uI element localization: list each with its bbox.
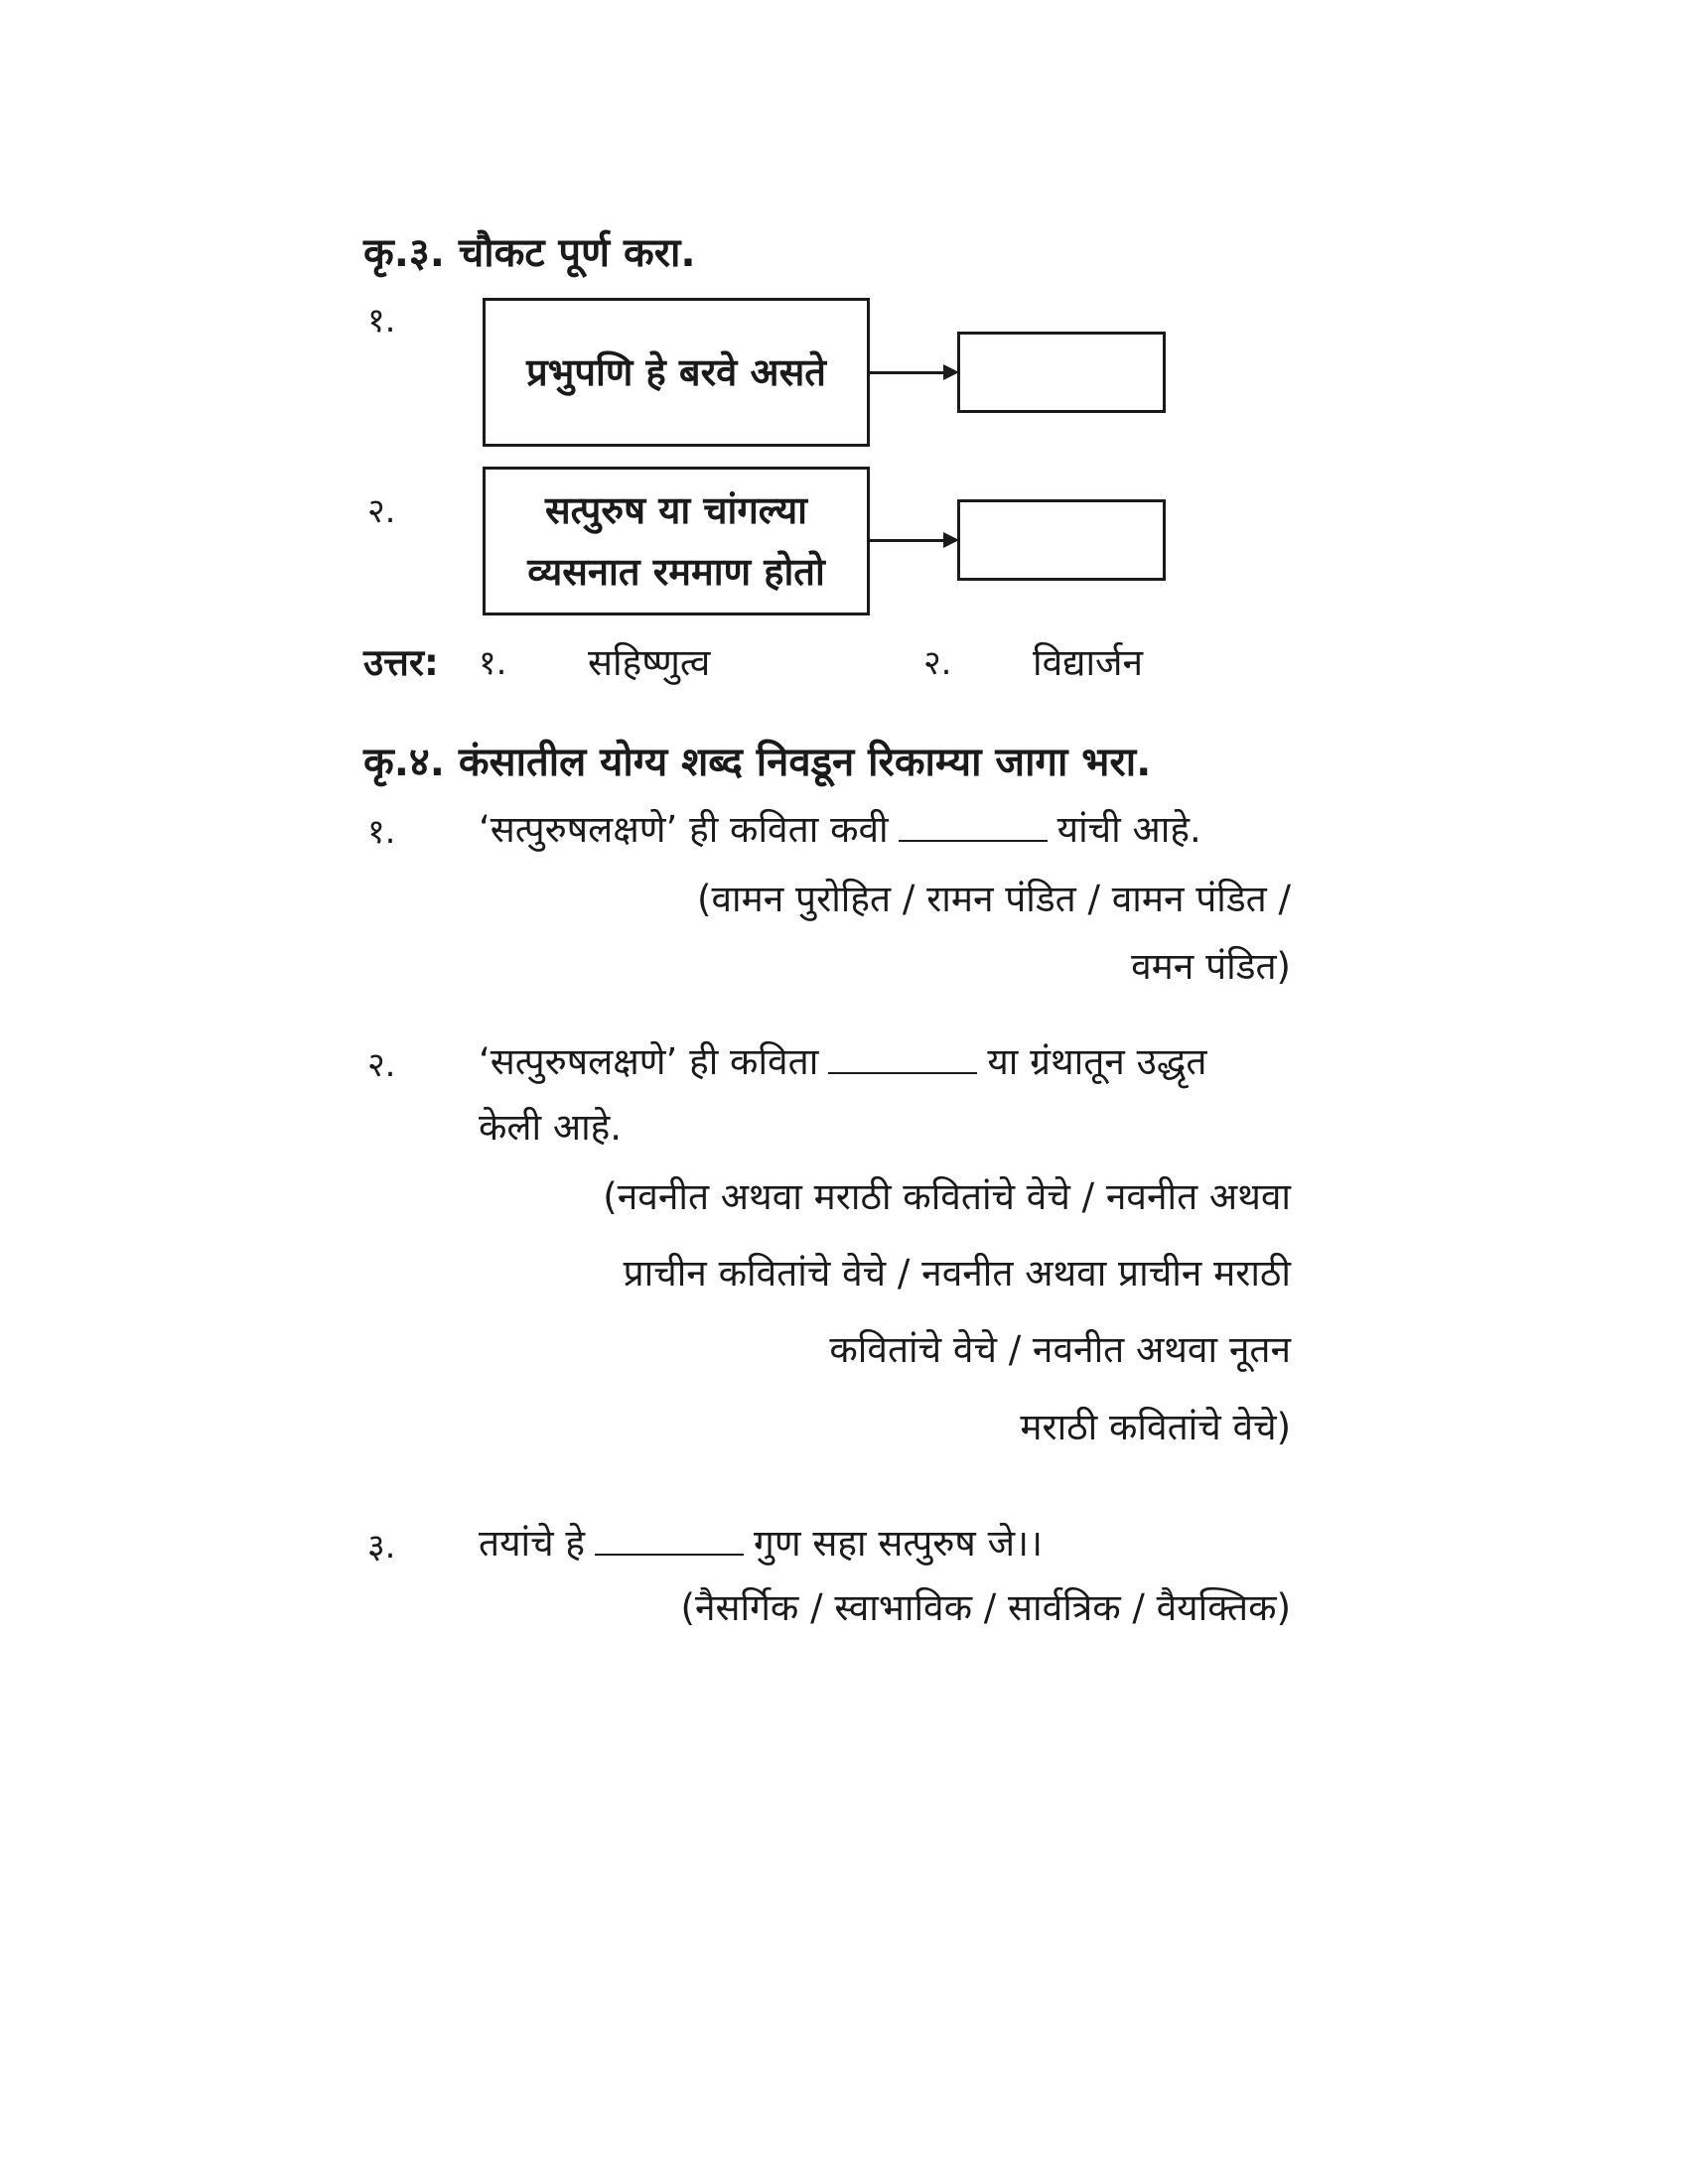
q4-item-3-sentence	[479, 1516, 1043, 1567]
q3-item-2-box-line-1: सत्पुरुष या चांगल्या	[544, 488, 808, 532]
q3-item-1-number: १.	[367, 301, 396, 341]
q4-item-3-text-before: तयांचे हे	[479, 1522, 586, 1565]
q4-item-2-options-line-4: मराठी कवितांचे वेचे)	[1020, 1406, 1291, 1448]
q4-item-3-options-line-1: (नैसर्गिक / स्वाभाविक / सार्वत्रिक / वैयक्तिक)	[680, 1586, 1291, 1629]
q4-item-2-text-after: या ग्रंथातून उद्धृत	[987, 1040, 1207, 1083]
q4-item-2-sentence-line-2: केली आहे.	[479, 1106, 623, 1149]
q3-answer-2-text: विद्यार्जन	[1033, 641, 1144, 684]
q3-item-1-arrow-line	[870, 371, 947, 374]
q4-item-1-text-before: ‘सत्पुरुषलक्षणे’ ही कविता कवी	[479, 808, 889, 851]
q3-item-2-arrow-line	[870, 539, 947, 542]
q4-item-2-options-line-3: कवितांचे वेचे / नवनीत अथवा नूतन	[829, 1328, 1291, 1371]
q4-item-2-blank	[828, 1062, 977, 1074]
q4-item-1-number: १.	[367, 812, 396, 852]
q4-item-3-blank	[595, 1544, 744, 1556]
q3-item-2-number: २.	[367, 491, 396, 531]
q3-item-2-answer-box	[957, 499, 1166, 581]
q4-item-1-options-line-1: (वामन पुरोहित / रामन पंडित / वामन पंडित /	[697, 878, 1291, 920]
q3-item-1-box-text: प्रभुपणि हे बरवे असते	[526, 350, 826, 394]
q3-answer-1-text: सहिष्णुत्व	[588, 641, 711, 684]
q4-item-2-options-line-2: प्राचीन कवितांचे वेचे / नवनीत अथवा प्राचीन मराठी	[623, 1252, 1291, 1295]
q4-heading: कृ.४. कंसातील योग्य शब्द निवडून रिकाम्या जागा भरा.	[363, 740, 1152, 785]
q4-item-1-sentence	[479, 802, 1201, 853]
q3-heading: कृ.३. चौकट पूर्ण करा.	[363, 230, 696, 276]
q3-item-1-box	[483, 298, 870, 447]
q4-item-2-options-line-1: (नवनीत अथवा मराठी कवितांचे वेचे / नवनीत अथवा	[603, 1175, 1291, 1218]
q4-item-3-number: ३.	[367, 1527, 396, 1567]
q3-answer-label: उत्तर:	[363, 641, 439, 684]
q3-item-1-answer-box	[957, 332, 1166, 413]
q3-item-2-box-line-2: व्यसनात रममाण होतो	[527, 550, 825, 594]
q3-answer-2-number: २.	[923, 643, 952, 683]
q4-item-1-text-after: यांची आहे.	[1056, 808, 1201, 851]
q4-item-1-options-line-2: वमन पंडित)	[1131, 945, 1291, 988]
q4-item-3-text-after: गुण सहा सत्पुरुष जे।।	[754, 1522, 1044, 1565]
q4-item-2-number: २.	[367, 1045, 396, 1085]
q4-item-1-blank	[899, 830, 1048, 842]
q4-item-2-text-before: ‘सत्पुरुषलक्षणे’ ही कविता	[479, 1040, 819, 1083]
q3-item-2-box	[483, 467, 870, 615]
q3-answer-1-number: १.	[479, 643, 507, 683]
q4-item-2-sentence	[479, 1034, 1207, 1085]
